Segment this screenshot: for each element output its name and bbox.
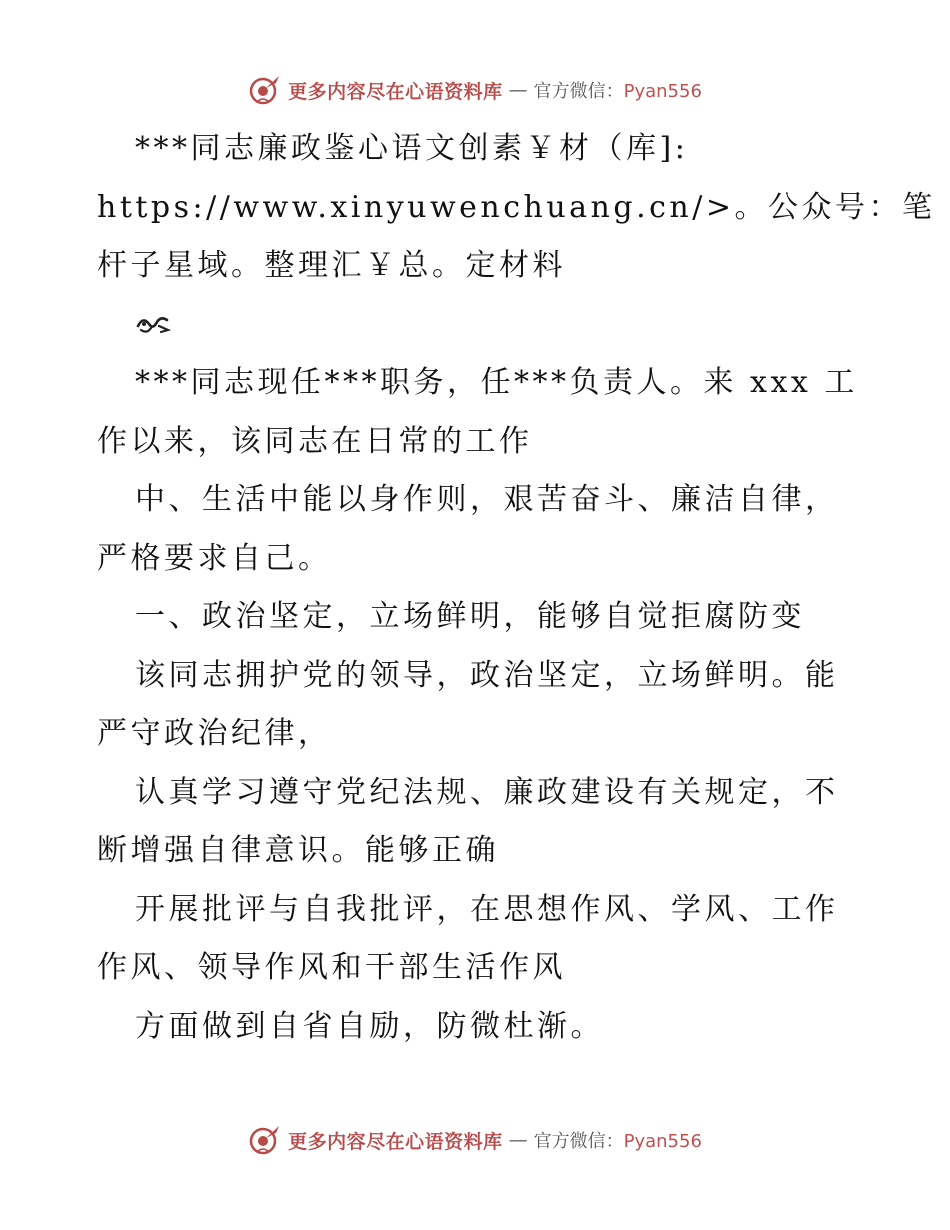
banner-site-text: 更多内容尽在心语资料库 — [288, 80, 503, 103]
banner-wechat-id: Pyan556 — [623, 81, 702, 102]
quill-seal-icon — [248, 1123, 282, 1157]
banner-separator: — — [508, 79, 528, 101]
banner-wechat-label: 官方微信： — [533, 1131, 624, 1152]
banner-separator: — — [508, 1129, 528, 1151]
text-line: ***同志现任***职务，任***负责人。来 xxx 工 — [135, 365, 858, 400]
text-line: 认真学习遵守党纪法规、廉政建设有关规定，不 — [135, 774, 839, 810]
text-line: 开展批评与自我批评，在思想作风、学风、工作 — [135, 891, 839, 927]
banner-wechat-id: Pyan556 — [623, 1131, 702, 1152]
banner-wechat — [534, 1127, 702, 1153]
banner-site-text: 更多内容尽在心语资料库 — [288, 1130, 503, 1153]
section-heading: 一、政治坚定，立场鲜明，能够自觉拒腐防变 — [135, 599, 805, 634]
banner-wechat-label: 官方微信： — [533, 81, 624, 102]
banner-wechat — [534, 77, 702, 103]
text-line: 该同志拥护党的领导，政治坚定，立场鲜明。能 — [135, 657, 839, 693]
quill-seal-icon — [248, 73, 282, 107]
flourish-icon — [97, 296, 857, 355]
text-line: https://www.xinyuwenchuang.cn/>。公众号：笔 — [97, 189, 936, 225]
text-line: 作风、领导作风和干部生活作风 — [97, 950, 566, 985]
text-line: 严守政治纪律， — [97, 716, 332, 751]
text-line: 作以来，该同志在日常的工作 — [97, 423, 533, 459]
text-line: 方面做到自省自励，防微杜渐。 — [135, 1008, 604, 1044]
text-line: 断增强自律意识。能够正确 — [97, 833, 499, 868]
text-line: 中、生活中能以身作则，艰苦奋斗、廉洁自律， — [135, 482, 839, 517]
text-line: 杆子星域。整理汇￥总。定材料 — [97, 248, 566, 283]
text-line: 严格要求自己。 — [97, 540, 332, 576]
footer-watermark — [0, 1120, 950, 1160]
document-body — [97, 120, 936, 1056]
text-line: ***同志廉政鉴心语文创素￥材（库]: — [135, 131, 689, 166]
header-watermark — [0, 70, 950, 110]
